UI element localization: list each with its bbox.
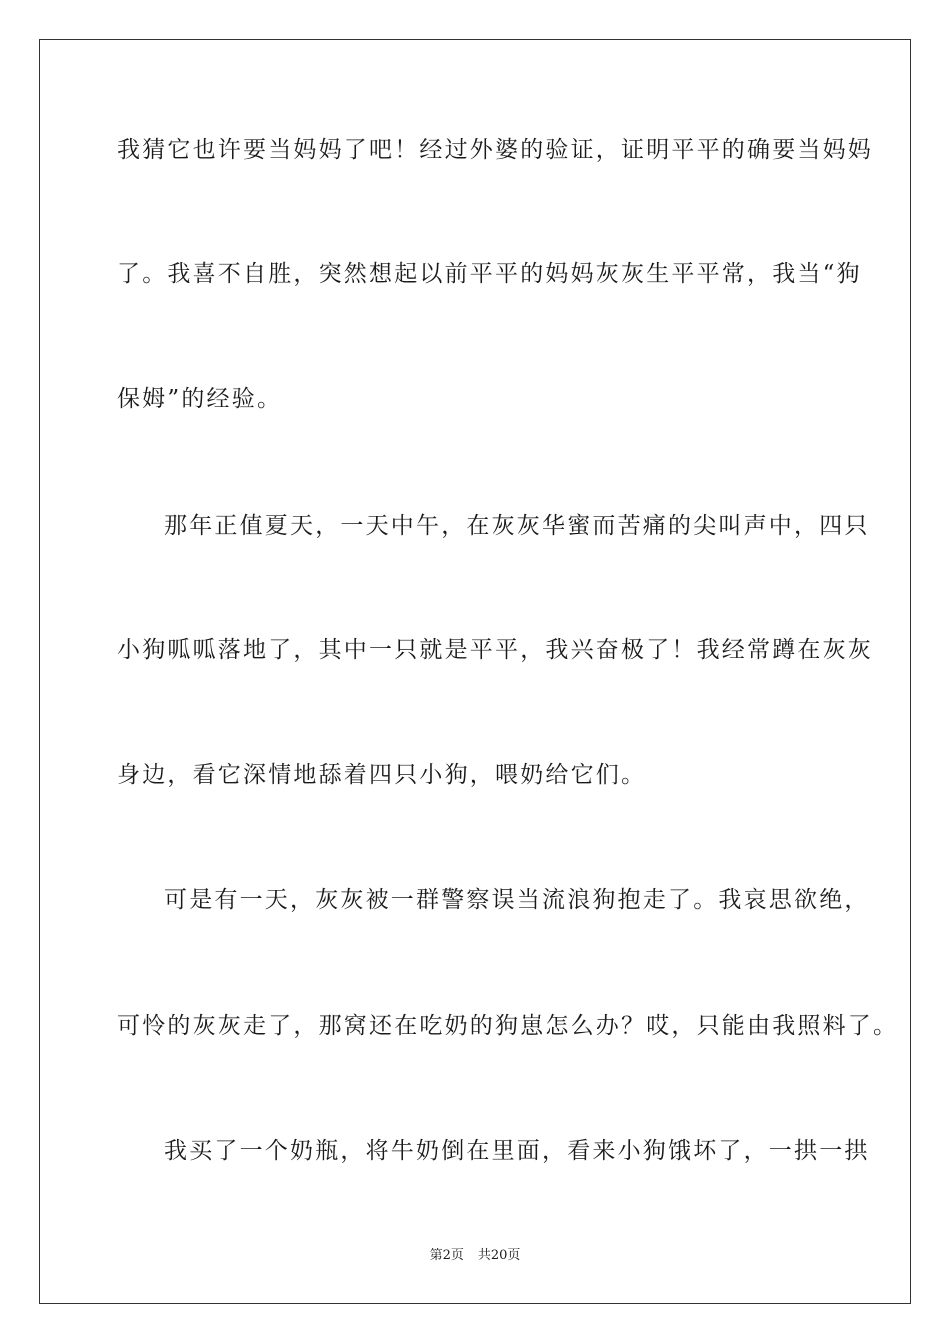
- text-line: 了。我喜不自胜，突然想起以前平平的妈妈灰灰生平平常，我当“狗: [117, 261, 862, 287]
- text-line: 可怜的灰灰走了，那窝还在吃奶的狗崽怎么办？哎，只能由我照料了。: [117, 1013, 899, 1039]
- text-line: 小狗呱呱落地了，其中一只就是平平，我兴奋极了！我经常蹲在灰灰: [117, 637, 873, 663]
- paragraph-start-line: 可是有一天，灰灰被一群警察误当流浪狗抱走了。我哀思欲绝，: [164, 887, 870, 913]
- text-line: 保姆”的经验。: [117, 386, 283, 412]
- text-line: 身边，看它深情地舔着四只小狗，喂奶给它们。: [117, 762, 647, 788]
- page-number: 第2页: [429, 1248, 464, 1263]
- text-line: 我猜它也许要当妈妈了吧！经过外婆的验证，证明平平的确要当妈妈: [117, 137, 873, 163]
- page-total: 共20页: [477, 1248, 521, 1263]
- page-footer: [0, 1247, 950, 1265]
- paragraph-start-line: 我买了一个奶瓶，将牛奶倒在里面，看来小狗饿坏了，一拱一拱: [164, 1138, 870, 1164]
- page-border: [39, 39, 911, 1304]
- paragraph-start-line: 那年正值夏天，一天中午，在灰灰华蜜而苦痛的尖叫声中，四只: [164, 513, 870, 539]
